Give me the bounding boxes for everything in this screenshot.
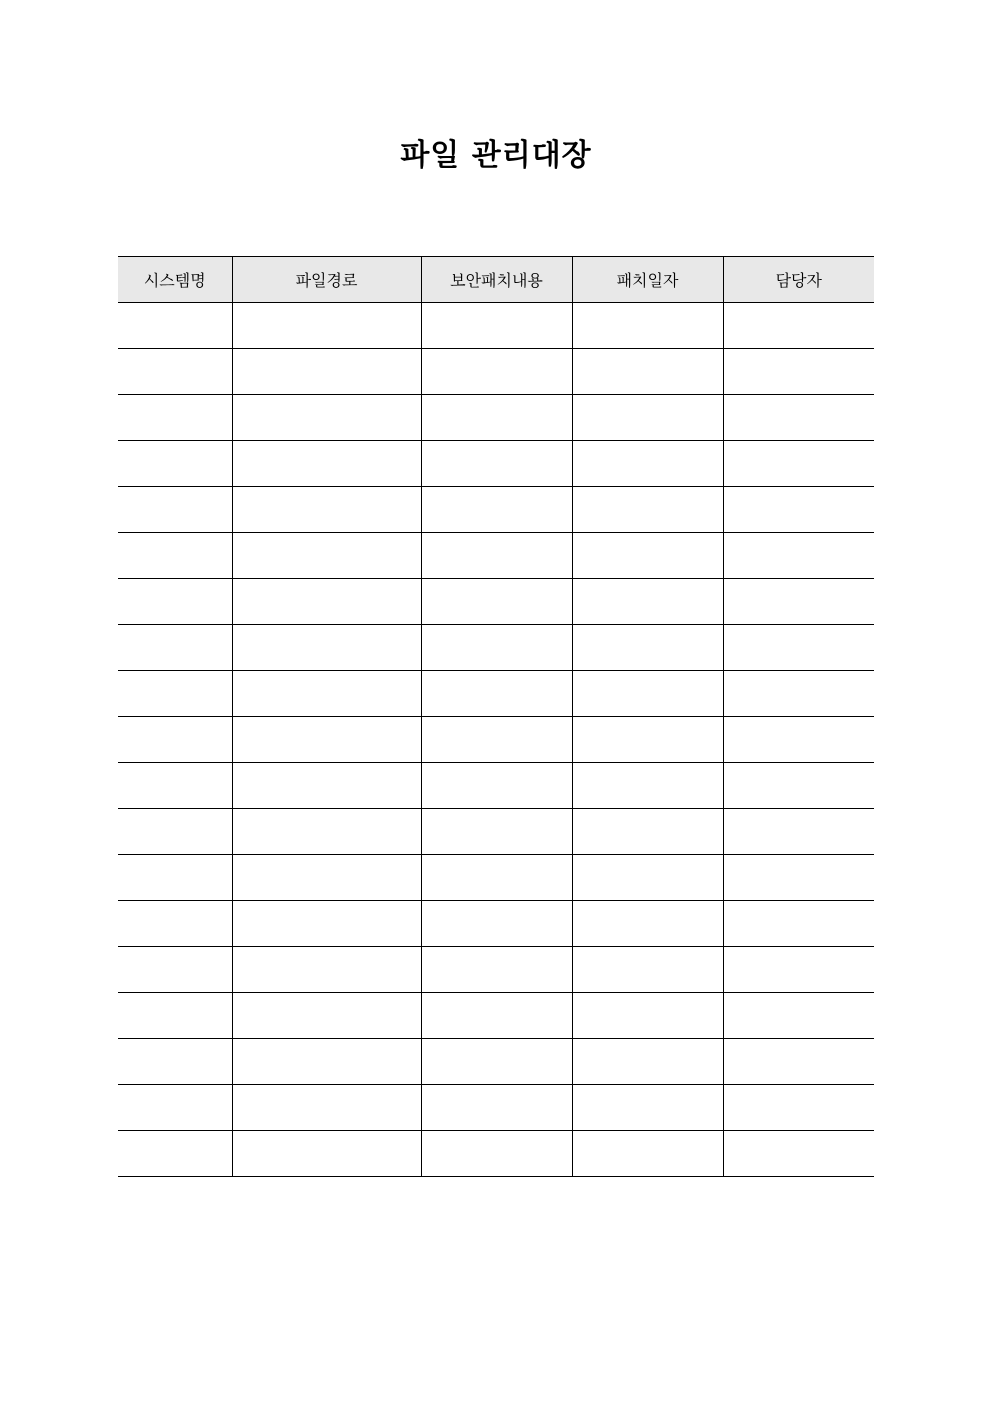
- cell-security-patch-details[interactable]: [421, 349, 572, 395]
- cell-person-in-charge[interactable]: [723, 1085, 874, 1131]
- cell-security-patch-details[interactable]: [421, 671, 572, 717]
- cell-security-patch-details[interactable]: [421, 533, 572, 579]
- table-row: [118, 855, 874, 901]
- table-row: [118, 671, 874, 717]
- cell-patch-date[interactable]: [572, 717, 723, 763]
- cell-patch-date[interactable]: [572, 671, 723, 717]
- cell-file-path[interactable]: [232, 395, 421, 441]
- cell-person-in-charge[interactable]: [723, 901, 874, 947]
- cell-file-path[interactable]: [232, 487, 421, 533]
- table-row: [118, 441, 874, 487]
- cell-file-path[interactable]: [232, 1131, 421, 1177]
- cell-file-path[interactable]: [232, 533, 421, 579]
- header-file-path: 파일경로: [232, 257, 421, 303]
- cell-security-patch-details[interactable]: [421, 625, 572, 671]
- cell-security-patch-details[interactable]: [421, 487, 572, 533]
- cell-patch-date[interactable]: [572, 441, 723, 487]
- cell-security-patch-details[interactable]: [421, 579, 572, 625]
- table-row: [118, 303, 874, 349]
- cell-person-in-charge[interactable]: [723, 533, 874, 579]
- cell-security-patch-details[interactable]: [421, 303, 572, 349]
- cell-system-name[interactable]: [118, 579, 232, 625]
- cell-person-in-charge[interactable]: [723, 395, 874, 441]
- cell-system-name[interactable]: [118, 993, 232, 1039]
- cell-system-name[interactable]: [118, 487, 232, 533]
- cell-security-patch-details[interactable]: [421, 763, 572, 809]
- cell-patch-date[interactable]: [572, 303, 723, 349]
- cell-file-path[interactable]: [232, 763, 421, 809]
- cell-file-path[interactable]: [232, 809, 421, 855]
- cell-patch-date[interactable]: [572, 855, 723, 901]
- cell-system-name[interactable]: [118, 1039, 232, 1085]
- table-row: [118, 487, 874, 533]
- cell-file-path[interactable]: [232, 579, 421, 625]
- cell-person-in-charge[interactable]: [723, 947, 874, 993]
- cell-person-in-charge[interactable]: [723, 993, 874, 1039]
- cell-security-patch-details[interactable]: [421, 395, 572, 441]
- cell-patch-date[interactable]: [572, 349, 723, 395]
- cell-system-name[interactable]: [118, 349, 232, 395]
- cell-security-patch-details[interactable]: [421, 901, 572, 947]
- cell-patch-date[interactable]: [572, 901, 723, 947]
- cell-system-name[interactable]: [118, 441, 232, 487]
- cell-file-path[interactable]: [232, 303, 421, 349]
- cell-system-name[interactable]: [118, 947, 232, 993]
- cell-person-in-charge[interactable]: [723, 349, 874, 395]
- table-row: [118, 349, 874, 395]
- cell-system-name[interactable]: [118, 809, 232, 855]
- cell-file-path[interactable]: [232, 855, 421, 901]
- table-row: [118, 625, 874, 671]
- cell-security-patch-details[interactable]: [421, 1131, 572, 1177]
- cell-patch-date[interactable]: [572, 1131, 723, 1177]
- cell-file-path[interactable]: [232, 947, 421, 993]
- cell-person-in-charge[interactable]: [723, 671, 874, 717]
- table-row: [118, 947, 874, 993]
- cell-system-name[interactable]: [118, 671, 232, 717]
- table-row: [118, 1039, 874, 1085]
- table-body: [118, 303, 874, 1177]
- cell-person-in-charge[interactable]: [723, 579, 874, 625]
- cell-file-path[interactable]: [232, 671, 421, 717]
- cell-patch-date[interactable]: [572, 395, 723, 441]
- cell-patch-date[interactable]: [572, 579, 723, 625]
- cell-file-path[interactable]: [232, 625, 421, 671]
- page-title: 파일 관리대장: [400, 138, 592, 173]
- cell-person-in-charge[interactable]: [723, 625, 874, 671]
- cell-system-name[interactable]: [118, 901, 232, 947]
- header-security-patch-details: 보안패치내용: [421, 257, 572, 303]
- table-row: [118, 993, 874, 1039]
- cell-patch-date[interactable]: [572, 809, 723, 855]
- file-management-table: [118, 256, 874, 1177]
- cell-system-name[interactable]: [118, 303, 232, 349]
- cell-security-patch-details[interactable]: [421, 717, 572, 763]
- cell-system-name[interactable]: [118, 625, 232, 671]
- cell-patch-date[interactable]: [572, 1039, 723, 1085]
- cell-person-in-charge[interactable]: [723, 1131, 874, 1177]
- cell-system-name[interactable]: [118, 763, 232, 809]
- cell-patch-date[interactable]: [572, 625, 723, 671]
- cell-security-patch-details[interactable]: [421, 993, 572, 1039]
- header-person-in-charge: 담당자: [723, 257, 874, 303]
- cell-person-in-charge[interactable]: [723, 855, 874, 901]
- table-row: [118, 763, 874, 809]
- cell-file-path[interactable]: [232, 1085, 421, 1131]
- table-row: [118, 901, 874, 947]
- cell-system-name[interactable]: [118, 1085, 232, 1131]
- cell-patch-date[interactable]: [572, 533, 723, 579]
- cell-file-path[interactable]: [232, 1039, 421, 1085]
- cell-person-in-charge[interactable]: [723, 1039, 874, 1085]
- cell-file-path[interactable]: [232, 901, 421, 947]
- cell-file-path[interactable]: [232, 349, 421, 395]
- cell-system-name[interactable]: [118, 533, 232, 579]
- cell-security-patch-details[interactable]: [421, 855, 572, 901]
- cell-file-path[interactable]: [232, 441, 421, 487]
- cell-person-in-charge[interactable]: [723, 809, 874, 855]
- cell-system-name[interactable]: [118, 717, 232, 763]
- cell-security-patch-details[interactable]: [421, 809, 572, 855]
- table-header-row: [118, 257, 874, 303]
- table-row: [118, 579, 874, 625]
- table-row: [118, 1131, 874, 1177]
- cell-security-patch-details[interactable]: [421, 1085, 572, 1131]
- cell-patch-date[interactable]: [572, 947, 723, 993]
- cell-file-path[interactable]: [232, 717, 421, 763]
- cell-patch-date[interactable]: [572, 763, 723, 809]
- cell-person-in-charge[interactable]: [723, 487, 874, 533]
- header-system-name: 시스템명: [118, 257, 232, 303]
- cell-patch-date[interactable]: [572, 993, 723, 1039]
- cell-system-name[interactable]: [118, 855, 232, 901]
- cell-file-path[interactable]: [232, 993, 421, 1039]
- cell-patch-date[interactable]: [572, 487, 723, 533]
- table-row: [118, 395, 874, 441]
- cell-person-in-charge[interactable]: [723, 303, 874, 349]
- cell-person-in-charge[interactable]: [723, 763, 874, 809]
- cell-person-in-charge[interactable]: [723, 441, 874, 487]
- table-row: [118, 533, 874, 579]
- table-row: [118, 717, 874, 763]
- cell-patch-date[interactable]: [572, 1085, 723, 1131]
- table-row: [118, 1085, 874, 1131]
- cell-person-in-charge[interactable]: [723, 717, 874, 763]
- cell-system-name[interactable]: [118, 1131, 232, 1177]
- cell-security-patch-details[interactable]: [421, 441, 572, 487]
- header-patch-date: 패치일자: [572, 257, 723, 303]
- cell-system-name[interactable]: [118, 395, 232, 441]
- cell-security-patch-details[interactable]: [421, 1039, 572, 1085]
- cell-security-patch-details[interactable]: [421, 947, 572, 993]
- table-row: [118, 809, 874, 855]
